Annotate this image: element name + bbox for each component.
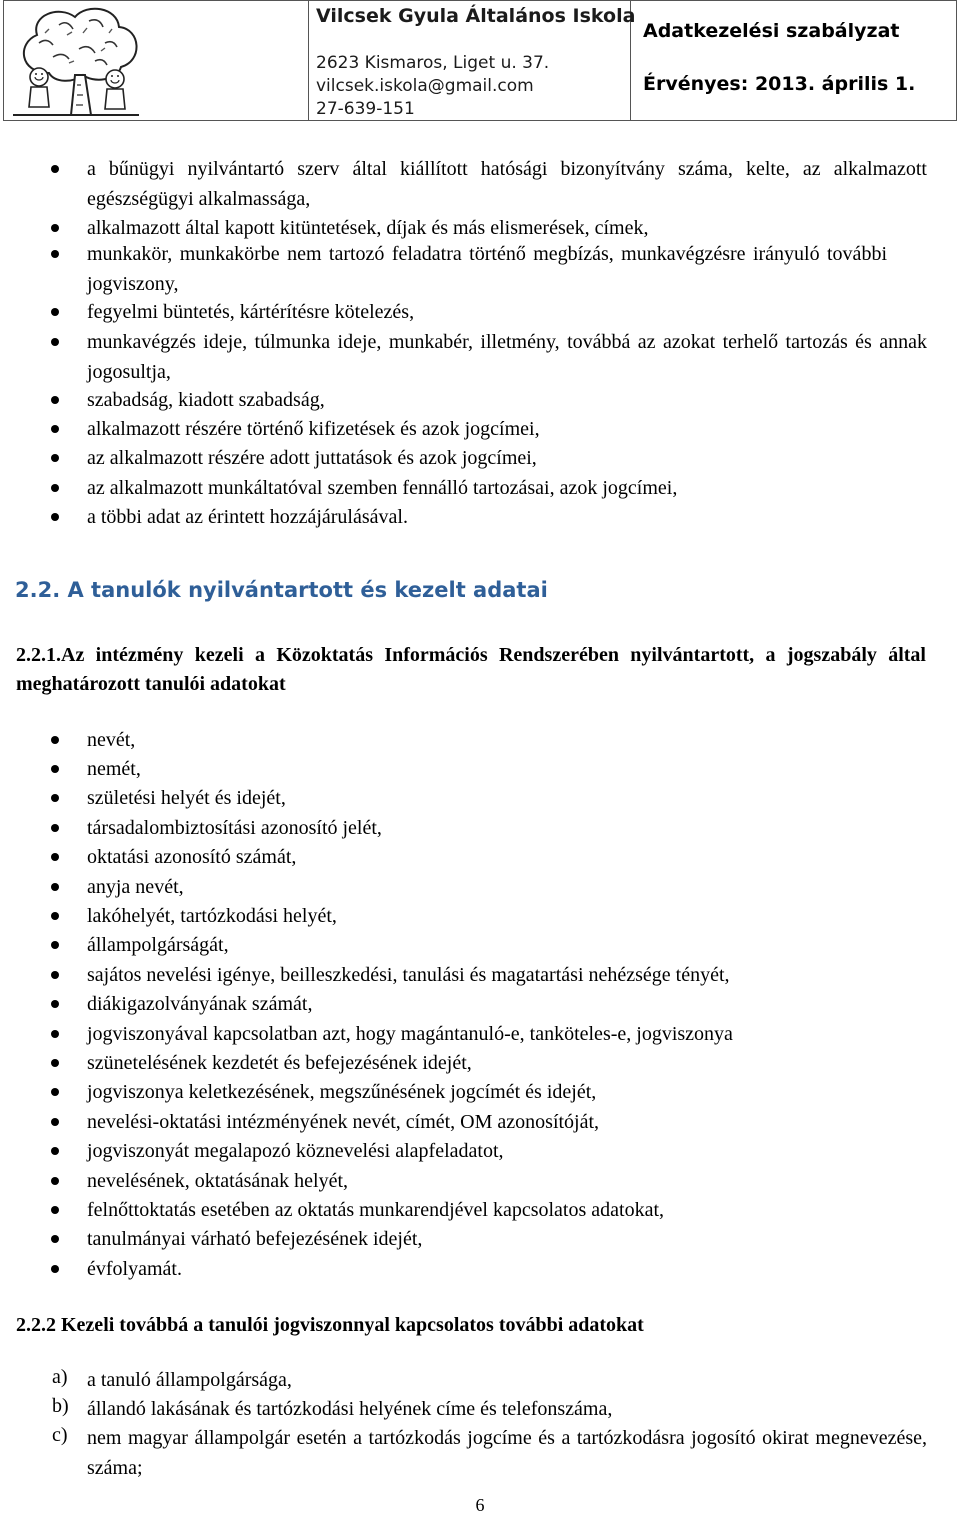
bullet-icon <box>51 1147 59 1155</box>
bullet-icon <box>51 165 59 173</box>
subsection-heading: 2.2.2 Kezeli továbbá a tanulói jogviszonnyal kapcsolatos további adatokat <box>16 1314 644 1336</box>
bullet-icon <box>51 454 59 462</box>
bullet-icon <box>51 1118 59 1126</box>
bullet-icon <box>51 853 59 861</box>
bullet-icon <box>51 250 59 258</box>
section-paragraph: 2.2.1.Az intézmény kezeli a Közoktatás Információs Rendszerében nyilvántartott, a jogszabály által meghatározott tanulói adatokat <box>16 644 926 695</box>
header-divider <box>308 0 309 121</box>
bullet-icon <box>51 824 59 832</box>
school-email: vilcsek.iskola@gmail.com <box>316 76 534 96</box>
school-logo <box>9 3 299 117</box>
list-item-text: nevét, <box>87 729 136 751</box>
list-item-text: a tanuló állampolgársága, <box>87 1369 292 1391</box>
list-item-text: munkakör, munkakörbe nem tartozó feladatra történő megbízás, munkavégzésre irányuló további jogviszony, <box>87 243 887 295</box>
bullet-icon <box>51 1030 59 1038</box>
list-item-label: c) <box>52 1424 68 1446</box>
bullet-icon <box>51 1265 59 1273</box>
bullet-icon <box>51 513 59 521</box>
list-item-text: jogviszonya keletkezésének, megszűnésének jogcímét és idejét, <box>87 1081 597 1103</box>
list-item-label: a) <box>52 1366 68 1388</box>
list-item-text: szünetelésének kezdetét és befejezésének idejét, <box>87 1052 472 1074</box>
list-item-text: alkalmazott részére történő kifizetések és azok jogcímei, <box>87 418 540 440</box>
bullet-icon <box>51 1059 59 1067</box>
list-item-text: jogviszonyát megalapozó köznevelési alapfeladatot, <box>87 1140 504 1162</box>
list-item-text: az alkalmazott munkáltatóval szemben fennálló tartozásai, azok jogcímei, <box>87 477 678 499</box>
bullet-icon <box>51 308 59 316</box>
page-header <box>3 0 957 121</box>
school-phone: 27-639-151 <box>316 99 415 119</box>
list-item-text: lakóhelyét, tartózkodási helyét, <box>87 905 337 927</box>
list-item-text: szabadság, kiadott szabadság, <box>87 389 325 411</box>
list-item-text: munkavégzés ideje, túlmunka ideje, munkabér, illetmény, továbbá az azokat terhelő tartozás és annak jogosultja, <box>87 331 927 383</box>
list-item-text: nevelésének, oktatásának helyét, <box>87 1170 348 1192</box>
validity-date: Érvényes: 2013. április 1. <box>643 73 916 95</box>
list-item-text: sajátos nevelési igénye, beilleszkedési, tanulási és magatartási nehézsége tényét, <box>87 964 730 986</box>
bullet-icon <box>51 794 59 802</box>
list-item-text: diákigazolványának számát, <box>87 993 313 1015</box>
school-info <box>316 2 635 121</box>
list-item-text: születési helyét és idejét, <box>87 787 286 809</box>
bullet-icon <box>51 1000 59 1008</box>
bullet-icon <box>51 912 59 920</box>
bullet-icon <box>51 765 59 773</box>
bullet-icon <box>51 425 59 433</box>
section-heading: 2.2. A tanulók nyilvántartott és kezelt adatai <box>15 578 548 602</box>
bullet-icon <box>51 224 59 232</box>
list-item-text: alkalmazott által kapott kitüntetések, díjak és más elismerések, címek, <box>87 217 649 239</box>
list-item-text: nemét, <box>87 758 141 780</box>
list-item-text: a többi adat az érintett hozzájárulásával. <box>87 506 408 528</box>
bullet-icon <box>51 484 59 492</box>
bullet-icon <box>51 1235 59 1243</box>
list-item-text: anyja nevét, <box>87 876 184 898</box>
school-name: Vilcsek Gyula Általános Iskola <box>316 5 636 27</box>
list-item-text: állampolgárságát, <box>87 934 229 956</box>
list-item-text: felnőttoktatás esetében az oktatás munkarendjével kapcsolatos adatokat, <box>87 1199 665 1221</box>
bullet-icon <box>51 1088 59 1096</box>
list-item-text: tanulmányai várható befejezésének idejét, <box>87 1228 423 1250</box>
bullet-icon <box>51 338 59 346</box>
document-title: Adatkezelési szabályzat <box>643 20 900 42</box>
list-item-text: az alkalmazott részére adott juttatások és azok jogcímei, <box>87 447 537 469</box>
bullet-icon <box>51 1206 59 1214</box>
bullet-icon <box>51 1177 59 1185</box>
bullet-icon <box>51 396 59 404</box>
list-item-text: fegyelmi büntetés, kártérítésre kötelezés, <box>87 301 415 323</box>
list-item-label: b) <box>52 1395 69 1417</box>
page-number: 6 <box>475 1495 485 1515</box>
bullet-icon <box>51 883 59 891</box>
bullet-icon <box>51 941 59 949</box>
school-address: 2623 Kismaros, Liget u. 37. <box>316 53 550 73</box>
list-item-text: jogviszonyával kapcsolatban azt, hogy magántanuló-e, tanköteles-e, jogviszonya <box>87 1023 733 1045</box>
bullet-icon <box>51 971 59 979</box>
list-item-text: nem magyar állampolgár esetén a tartózkodás jogcíme és a tartózkodásra jogosító okirat megnevezése, száma; <box>87 1427 927 1479</box>
bullet-icon <box>51 736 59 744</box>
list-item-text: állandó lakásának és tartózkodási helyének címe és telefonszáma, <box>87 1398 613 1420</box>
list-item-text: társadalombiztosítási azonosító jelét, <box>87 817 382 839</box>
list-item-text: oktatási azonosító számát, <box>87 846 297 868</box>
list-item-text: nevelési-oktatási intézményének nevét, címét, OM azonosítóját, <box>87 1111 600 1133</box>
list-item-text: évfolyamát. <box>87 1258 182 1280</box>
list-item-text: a bűnügyi nyilvántartó szerv által kiállított hatósági bizonyítvány száma, kelte, az alkalmazott egészségügyi alkalmassága, <box>87 158 927 210</box>
